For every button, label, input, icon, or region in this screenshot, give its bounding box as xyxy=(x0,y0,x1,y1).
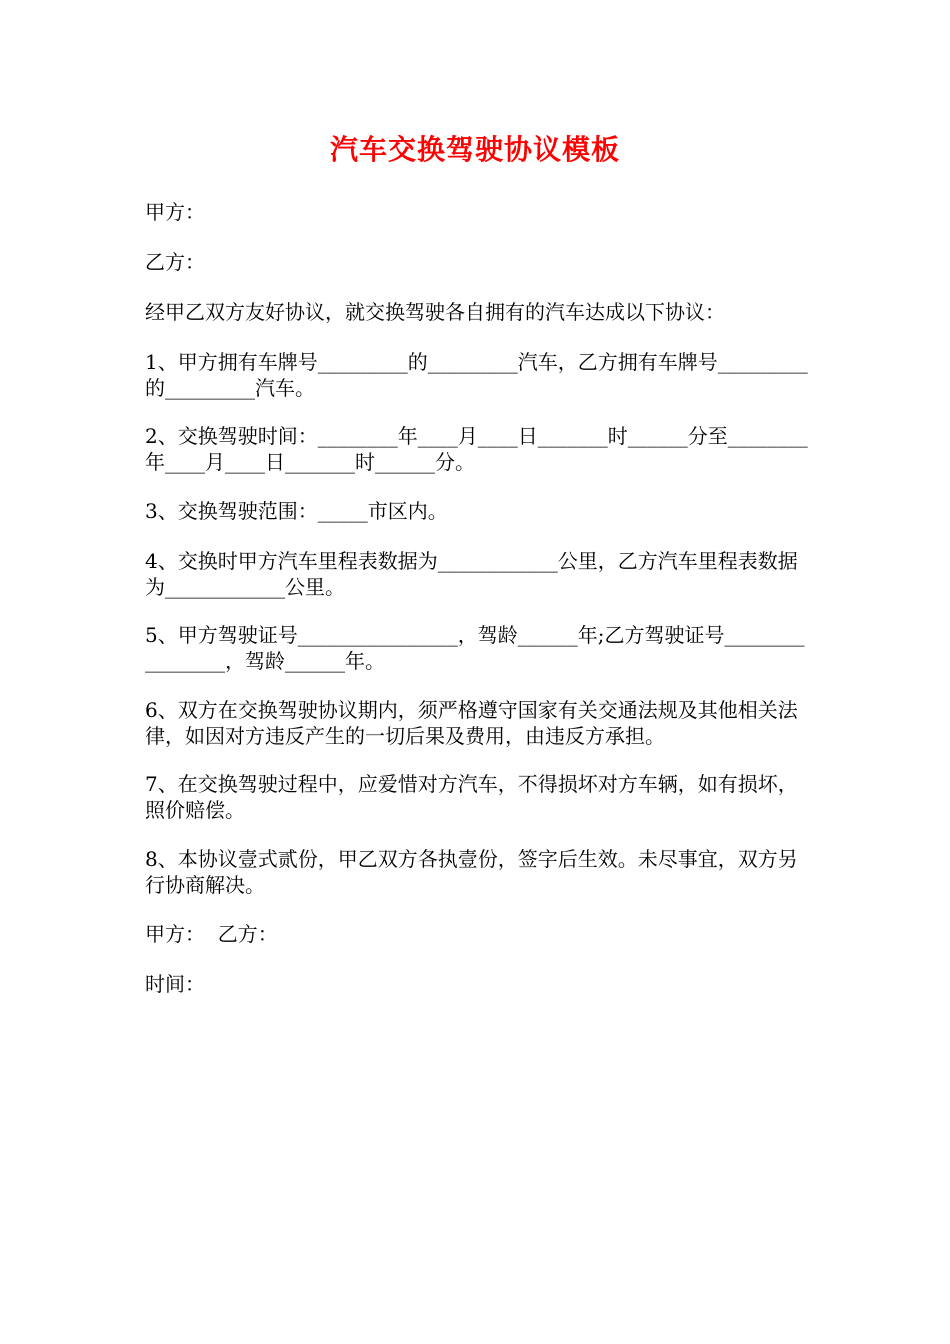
clause-7: 7、在交换驾驶过程中，应爱惜对方汽车，不得损坏对方车辆，如有损坏，照价赔偿。 xyxy=(145,772,798,822)
clause-4: 4、交换时甲方汽车里程表数据为____________公里，乙方汽车里程表数据为____________公里。 xyxy=(145,549,798,599)
intro-paragraph: 经甲乙双方友好协议，就交换驾驶各自拥有的汽车达成以下协议： xyxy=(145,300,725,324)
clause-8: 8、本协议壹式贰份，甲乙双方各执壹份，签字后生效。未尽事宜，双方另行协商解决。 xyxy=(145,847,798,897)
party-a-label: 甲方： xyxy=(145,200,205,224)
clause-5: 5、甲方驾驶证号________________，驾龄______年;乙方驾驶证号________________，驾龄______年。 xyxy=(145,623,805,673)
clause-3: 3、交换驾驶范围：_____市区内。 xyxy=(145,499,448,523)
party-b-label: 乙方： xyxy=(145,250,205,274)
signature-line: 甲方： 乙方： xyxy=(145,922,278,946)
time-line: 时间： xyxy=(145,972,205,996)
clause-2: 2、交换驾驶时间：________年____月____日_______时______分至________年____月____日_______时______分。 xyxy=(145,424,808,474)
clause-1: 1、甲方拥有车牌号_________的_________汽车，乙方拥有车牌号_________的_________汽车。 xyxy=(145,350,808,400)
clause-6: 6、双方在交换驾驶协议期内，须严格遵守国家有关交通法规及其他相关法律，如因对方违反产生的一切后果及费用，由违反方承担。 xyxy=(145,698,798,748)
document-title: 汽车交换驾驶协议模板 xyxy=(329,133,620,166)
